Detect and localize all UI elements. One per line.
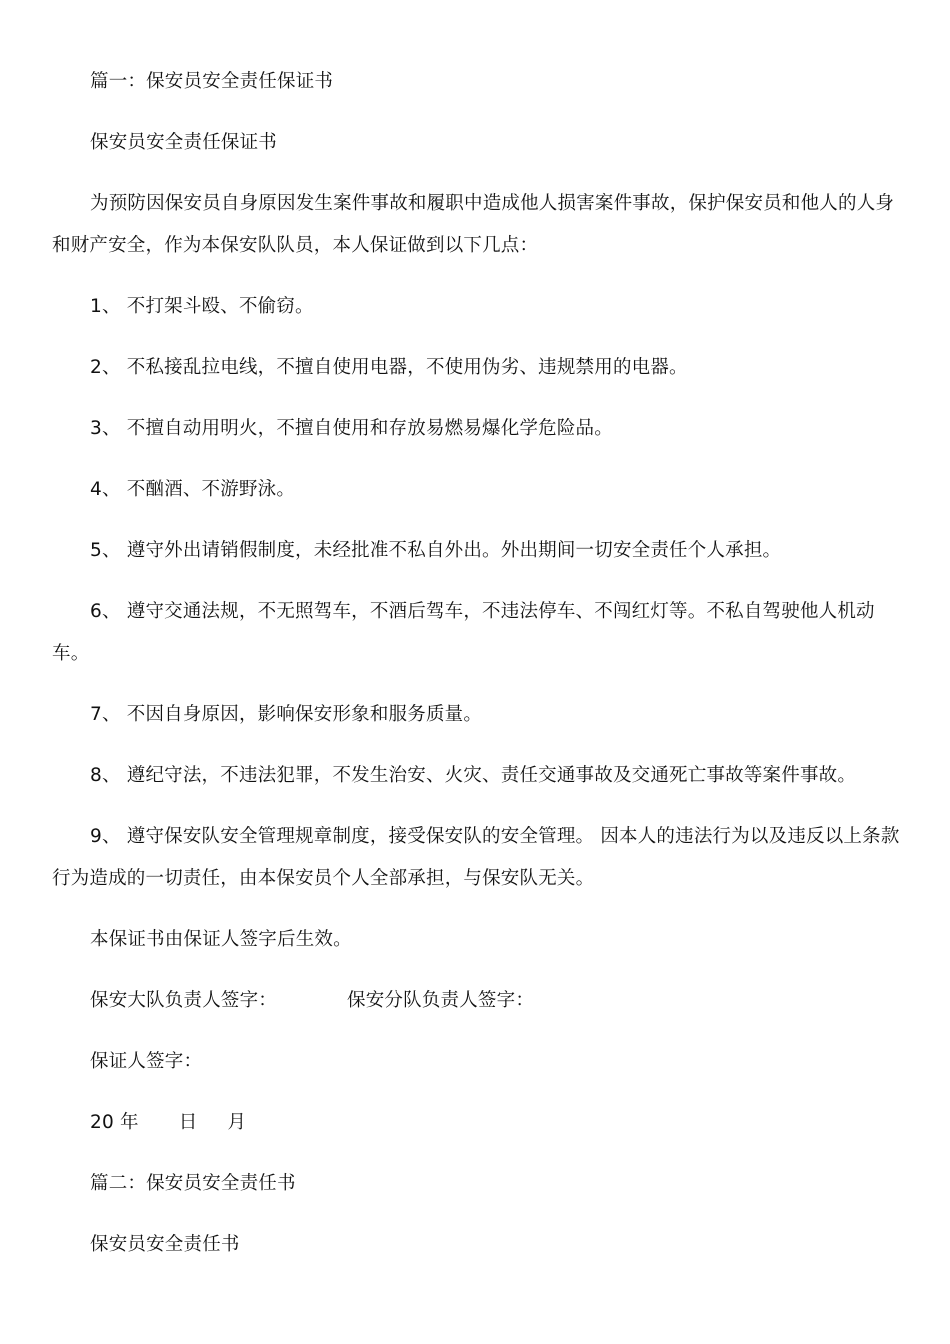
date-day: 日 [178,1112,198,1133]
signature-row-leaders [52,980,902,1022]
list-item-6: 6、 遵守交通法规，不无照驾车，不酒后驾车，不违法停车、不闯红灯等。不私自驾驶他人机动车。 [52,601,875,664]
list-item-8: 8、 遵纪守法，不违法犯罪，不发生治安、火灾、责任交通事故及交通死亡事故等案件事故。 [90,765,857,786]
date-line [52,1102,902,1144]
list-item-2: 2、 不私接乱拉电线，不擅自使用电器，不使用伪劣、违规禁用的电器。 [90,357,688,378]
document-title-2: 保安员安全责任书 [90,1234,240,1255]
list-item-1: 1、 不打架斗殴、不偷窃。 [90,296,314,317]
list-item-9: 9、 遵守保安队安全管理规章制度，接受保安队的安全管理。 因本人的违法行为以及违反以上条款行为造成的一切责任，由本保安员个人全部承担，与保安队无关。 [52,826,900,889]
sign-squad-label: 保安分队负责人签字： [347,990,535,1011]
date-month: 月 [227,1112,247,1133]
list-item-7: 7、 不因自身原因，影响保安形象和服务质量。 [90,704,483,725]
sign-guarantor-label: 保证人签字： [90,1051,203,1072]
section-heading-1: 篇一：保安员安全责任保证书 [90,71,334,92]
list-item-3: 3、 不擅自动用明火，不擅自使用和存放易燃易爆化学危险品。 [90,418,613,439]
intro-paragraph: 为预防因保安员自身原因发生案件事故和履职中造成他人损害案件事故，保护保安员和他人的人身和财产安全，作为本保安队队员，本人保证做到以下几点： [52,193,895,256]
sign-brigade-label: 保安大队负责人签字： [90,990,278,1011]
effective-note: 本保证书由保证人签字后生效。 [90,929,352,950]
document-title-1: 保安员安全责任保证书 [90,132,278,153]
list-item-5: 5、 遵守外出请销假制度，未经批准不私自外出。外出期间一切安全责任个人承担。 [90,540,782,561]
section-heading-2: 篇二：保安员安全责任书 [90,1173,296,1194]
list-item-4: 4、 不酗酒、不游野泳。 [90,479,296,500]
date-year: 20 年 [90,1112,139,1133]
